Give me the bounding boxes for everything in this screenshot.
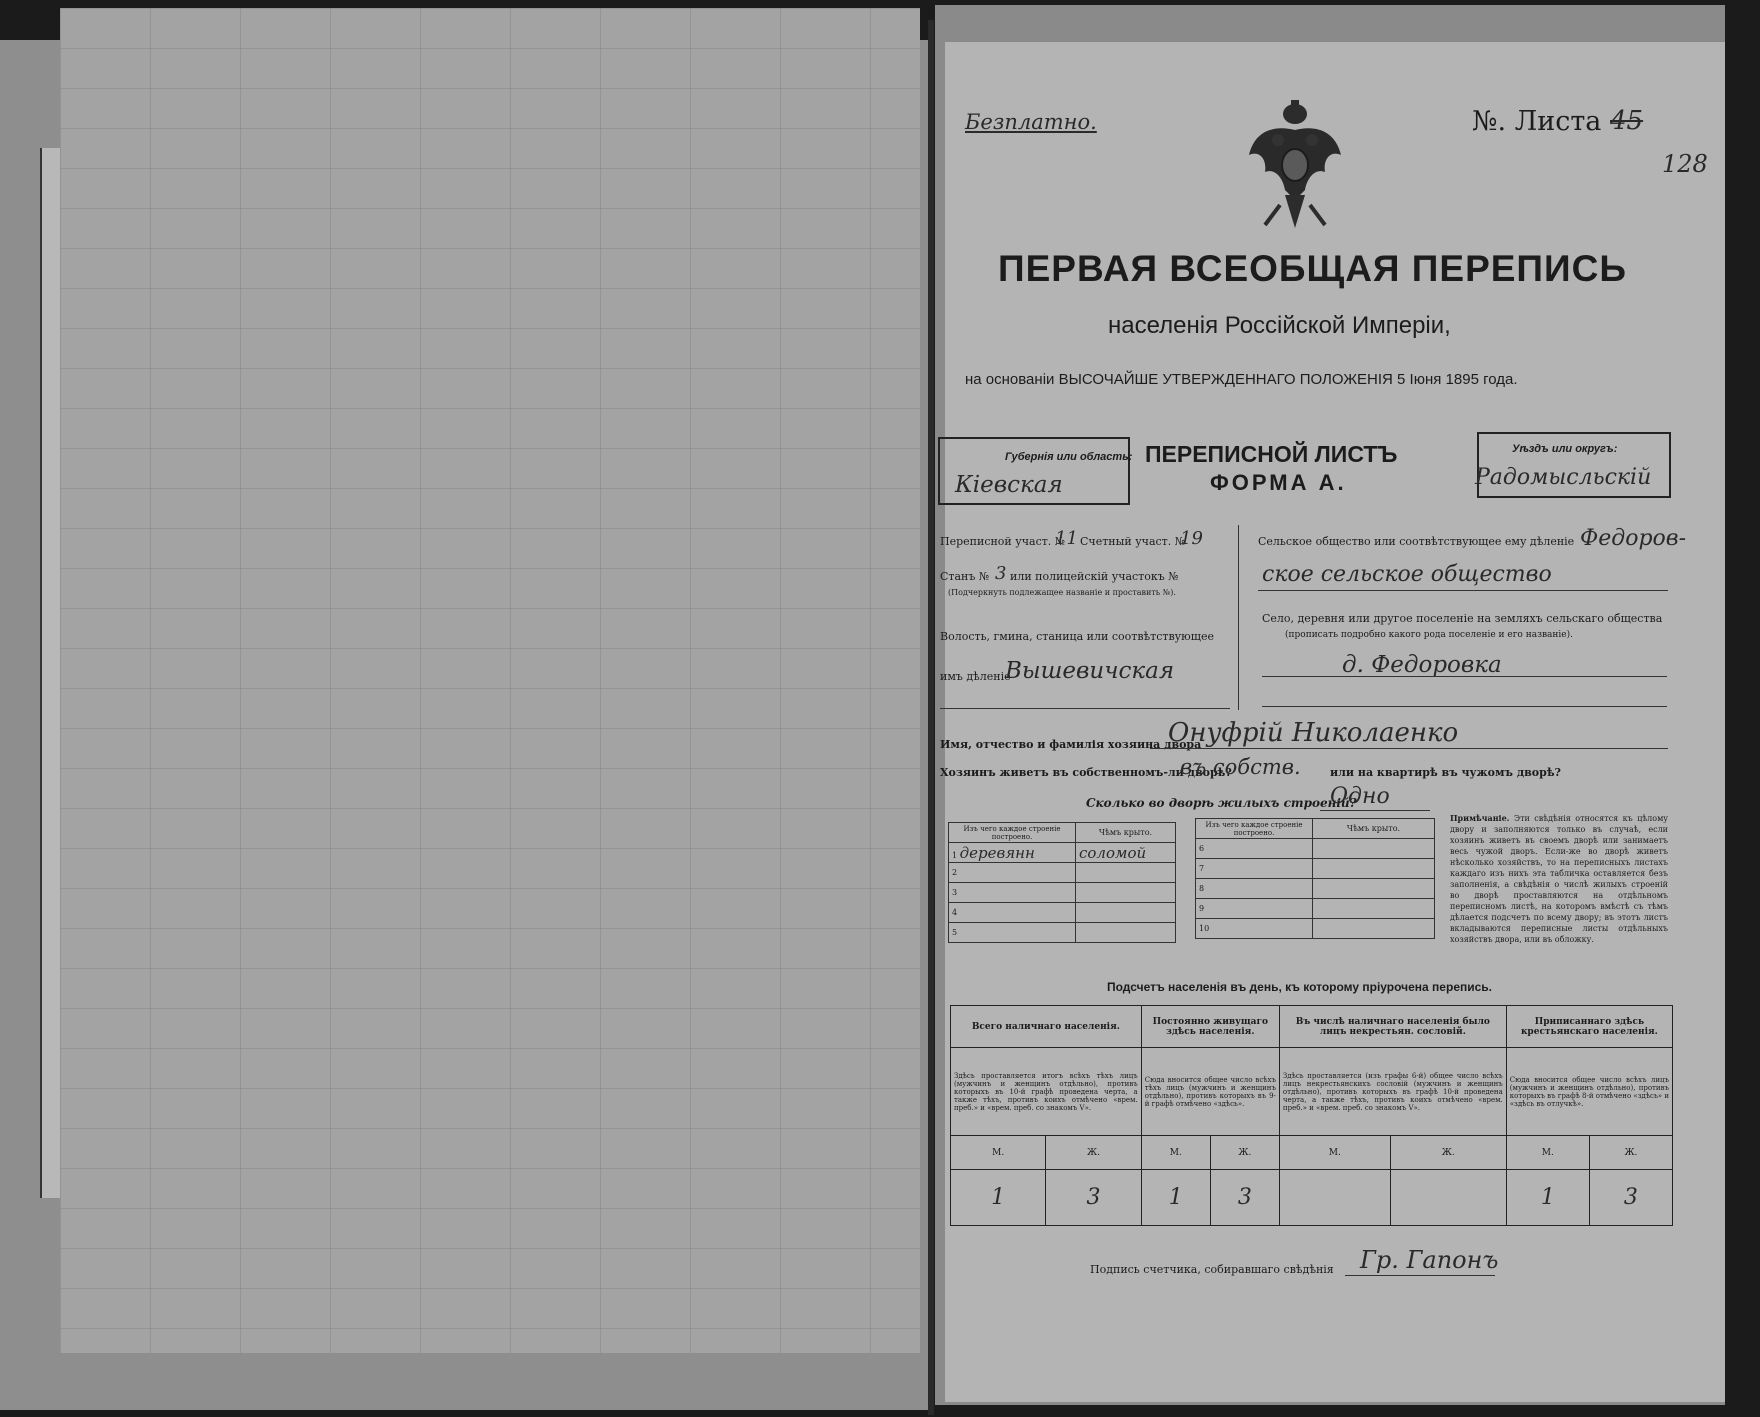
population-header-non-peasant: Въ числѣ наличнаго населенія было лицъ некрестьян. сословій. bbox=[1279, 1006, 1506, 1048]
perepis-uchastok-value: 11 bbox=[1055, 528, 1078, 549]
value-registered-female: 3 bbox=[1589, 1170, 1672, 1226]
note-block bbox=[1450, 813, 1668, 945]
building-roof-cell: соломой bbox=[1076, 843, 1176, 863]
note-title: Примѣчаніе. bbox=[1450, 813, 1510, 823]
stan-label: Станъ № bbox=[940, 570, 990, 583]
col-male: М. bbox=[1279, 1136, 1390, 1170]
gubernia-value: Кіевская bbox=[955, 472, 1063, 498]
owner-label: Имя, отчество и фамилія хозяина двора bbox=[940, 738, 1202, 751]
stan-note: (Подчеркнуть подлежащее названіе и проставить №). bbox=[948, 588, 1176, 597]
owner-value: Онуфрій Николаенко bbox=[1168, 718, 1459, 748]
selo-underline-1 bbox=[1262, 676, 1667, 677]
value-permanent-female: 3 bbox=[1210, 1170, 1279, 1226]
buildings-count-underline bbox=[1320, 810, 1430, 811]
building-row: 4 bbox=[949, 903, 1076, 923]
buildings-count-label: Сколько во дворѣ жилыхъ строеній? bbox=[1086, 796, 1357, 810]
population-header-registered: Приписаннаго здѣсь крестьянскаго населенія. bbox=[1506, 1006, 1672, 1048]
lives-rented-label: или на квартирѣ въ чужомъ дворѣ? bbox=[1330, 766, 1561, 779]
value-registered-male: 1 bbox=[1506, 1170, 1589, 1226]
selo-underline-2 bbox=[1262, 706, 1667, 707]
lives-own-yard-value: въ собств. bbox=[1180, 755, 1301, 779]
perepis-uchastok-label: Переписной участ. № bbox=[940, 535, 1066, 548]
col-male: М. bbox=[951, 1136, 1046, 1170]
note-text: Эти свѣдѣнія относятся къ цѣлому двору и заполняются только въ случаѣ, если хозяинъ живетъ въ своемъ дворѣ или занимаетъ весь чужой дворъ. Если-же во дворѣ живетъ нѣсколько хозяйствъ, то на переписныхъ листахъ каждаго изъ нихъ эта табличка оставляется безъ заполненія, а свѣдѣнія о числѣ жилыхъ строеній во дворѣ проставляются на отдѣльномъ переписномъ листѣ, на которомъ вмѣстѣ съ тѣмъ дѣлается подсчетъ по всему двору; въ этотъ листъ вкладываются переписные листы отдѣльныхъ хозяйствъ двора, или въ обложку. bbox=[1450, 814, 1668, 944]
col-male: М. bbox=[1141, 1136, 1210, 1170]
value-total-male: 1 bbox=[951, 1170, 1046, 1226]
left-page-grid bbox=[60, 8, 920, 1353]
buildings-table-right bbox=[1195, 818, 1435, 939]
population-table-title: Подсчетъ населенія въ день, къ которому пріурочена перепись. bbox=[1107, 980, 1492, 994]
fields-divider bbox=[1238, 525, 1239, 710]
building-row: 2 bbox=[949, 863, 1076, 883]
col-female: Ж. bbox=[1210, 1136, 1279, 1170]
buildings-table-left bbox=[948, 822, 1176, 943]
building-row: 3 bbox=[949, 883, 1076, 903]
form-legal-basis: на основаніи ВЫСОЧАЙШЕ УТВЕРЖДЕННАГО ПОЛОЖЕНІЯ 5 Іюня 1895 года. bbox=[965, 371, 1518, 388]
building-row: 6 bbox=[1196, 839, 1313, 859]
signature-value: Гр. Гапонъ bbox=[1360, 1246, 1499, 1274]
col-male: М. bbox=[1506, 1136, 1589, 1170]
census-sheet-label: ПЕРЕПИСНОЙ ЛИСТЪ bbox=[1145, 441, 1398, 467]
schet-uchastok-label: Счетный участ. № bbox=[1080, 535, 1186, 548]
signature-label: Подпись счетчика, собиравшаго свѣдѣнія bbox=[1090, 1263, 1334, 1276]
population-header-total: Всего наличнаго населенія. bbox=[951, 1006, 1142, 1048]
building-row: 10 bbox=[1196, 919, 1313, 939]
form-type-label: ФОРМА А. bbox=[1210, 470, 1347, 495]
sheet-number-value: 45 bbox=[1610, 106, 1644, 136]
buildings-col-roof: Чѣмъ крыто. bbox=[1313, 819, 1435, 839]
building-row: 5 bbox=[949, 923, 1076, 943]
population-header-permanent: Постоянно живущаго здѣсь населенія. bbox=[1141, 1006, 1279, 1048]
schet-uchastok-value: 19 bbox=[1180, 528, 1203, 549]
building-row: 9 bbox=[1196, 899, 1313, 919]
selsk-obshchestvo-label: Сельское общество или соотвѣтствующее ему дѣленіе bbox=[1258, 535, 1575, 548]
form-title: ПЕРВАЯ ВСЕОБЩАЯ ПЕРЕПИСЬ bbox=[998, 248, 1627, 289]
buildings-col-material: Изъ чего каждое строеніе построено. bbox=[949, 823, 1076, 843]
double-headed-eagle-emblem bbox=[1245, 100, 1345, 235]
stan-value: 3 bbox=[995, 563, 1007, 584]
selsk-obshchestvo-value-2: ское сельское общество bbox=[1262, 562, 1552, 587]
population-desc-non-peasant: Здѣсь проставляется (изъ графы 6-й) общее число всѣхъ лицъ некрестьянскихъ сословій (мужчинъ и женщинъ отдѣльно), противъ которыхъ въ графѣ 10-й проведена черта, а также тѣхъ, противъ коихъ отмѣчено «врем. преб.» и «врем. преб. со знакомъ V». bbox=[1279, 1048, 1506, 1136]
population-desc-registered: Сюда вносится общее число всѣхъ лицъ (мужчинъ и женщинъ отдѣльно), противъ которыхъ въ графѣ 8-й отмѣчено «здѣсь» и «здѣсь въ отлучкѣ». bbox=[1506, 1048, 1672, 1136]
selsk-obshchestvo-value-1: Федоров- bbox=[1580, 526, 1687, 551]
volost-underline bbox=[940, 708, 1230, 709]
population-table bbox=[950, 1005, 1673, 1226]
gubernia-label: Губернія или область: bbox=[1005, 451, 1133, 463]
free-label: Безплатно. bbox=[965, 110, 1097, 134]
sheet-number-handwritten: 128 bbox=[1662, 150, 1708, 178]
population-desc-total: Здѣсь проставляется итогъ всѣхъ тѣхъ лицъ (мужчинъ и женщинъ отдѣльно), противъ которыхъ въ 10-й графѣ проведена черта, а также тѣхъ, противъ коихъ отмѣчено «врем. преб.» и «врем. преб. со знакомъ V». bbox=[951, 1048, 1142, 1136]
value-non-peasant-female bbox=[1390, 1170, 1506, 1226]
buildings-col-roof: Чѣмъ крыто. bbox=[1076, 823, 1176, 843]
population-desc-permanent: Сюда вносится общее число всѣхъ тѣхъ лицъ (мужчинъ и женщинъ отдѣльно), противъ которыхъ въ 9-й графѣ отмѣчено «здѣсь». bbox=[1141, 1048, 1279, 1136]
building-row: 1 деревянн bbox=[949, 843, 1076, 863]
volost-label-2: имъ дѣленіе bbox=[940, 670, 1011, 683]
uezd-label: Уѣздъ или округъ: bbox=[1512, 443, 1618, 455]
selo-value: д. Федоровка bbox=[1342, 652, 1502, 678]
value-permanent-male: 1 bbox=[1141, 1170, 1210, 1226]
volost-value: Вышевичская bbox=[1005, 658, 1175, 684]
stan-label-police: или полицейскій участокъ № bbox=[1010, 570, 1179, 583]
col-female: Ж. bbox=[1589, 1136, 1672, 1170]
value-non-peasant-male bbox=[1279, 1170, 1390, 1226]
col-female: Ж. bbox=[1046, 1136, 1141, 1170]
buildings-col-material: Изъ чего каждое строеніе построено. bbox=[1196, 819, 1313, 839]
selsk-underline bbox=[1258, 590, 1668, 591]
uezd-value: Радомысльскій bbox=[1475, 465, 1652, 490]
value-total-female: 3 bbox=[1046, 1170, 1141, 1226]
building-row: 8 bbox=[1196, 879, 1313, 899]
lives-own-yard-label: Хозяинъ живетъ въ собственномъ-ли дворѣ? bbox=[940, 766, 1232, 779]
owner-underline bbox=[1150, 748, 1668, 749]
book-spine bbox=[928, 20, 934, 1415]
form-subtitle: населенія Россійской Имперіи, bbox=[1108, 312, 1451, 339]
buildings-count-value: Одно bbox=[1330, 784, 1390, 809]
col-female: Ж. bbox=[1390, 1136, 1506, 1170]
volost-label-1: Волость, гмина, станица или соотвѣтствующее bbox=[940, 630, 1214, 643]
selo-note: (прописать подробно какого рода поселеніе и его названіе). bbox=[1285, 630, 1573, 640]
sheet-number-label: №. Листа bbox=[1472, 106, 1602, 137]
selo-label: Село, деревня или другое поселеніе на земляхъ сельскаго общества bbox=[1262, 612, 1663, 625]
signature-underline bbox=[1345, 1275, 1495, 1276]
building-row: 7 bbox=[1196, 859, 1313, 879]
